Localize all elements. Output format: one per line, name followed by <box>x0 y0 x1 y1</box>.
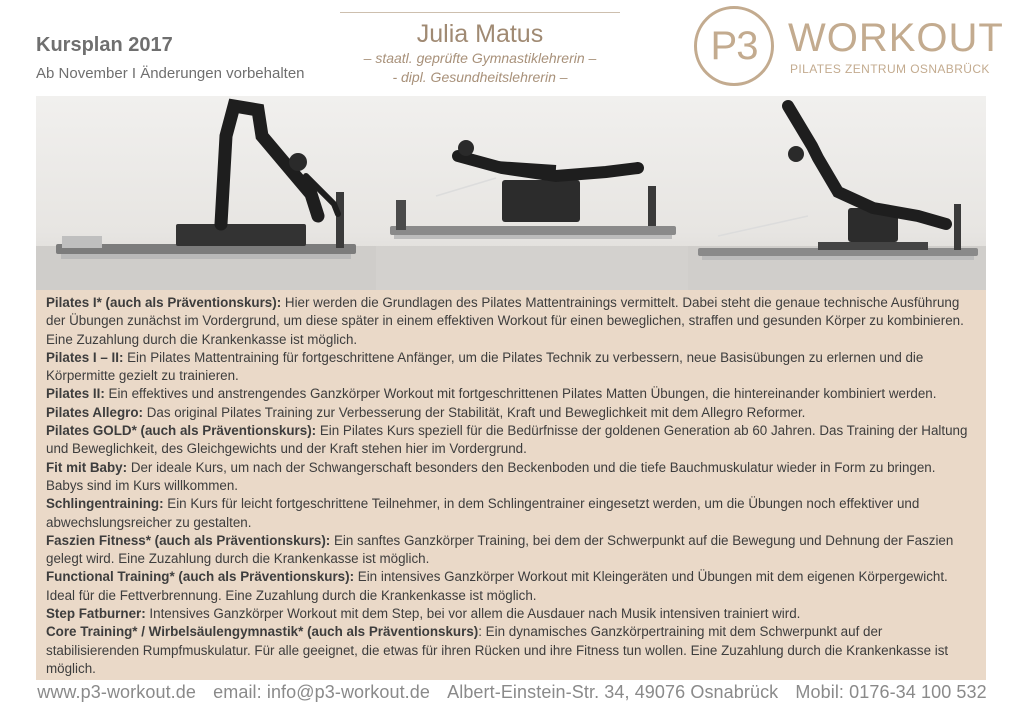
course-description: Ein effektives und anstrengendes Ganzkörper Workout mit fortgeschrittenen Pilates Matten Übungen, die hintereinander kombiniert werden. <box>104 386 937 402</box>
footer-address: Albert-Einstein-Str. 34, 49076 Osnabrück <box>447 682 779 702</box>
instructor-qualification-1: – staatl. geprüfte Gymnastiklehrerin – <box>363 50 597 66</box>
logo-wordmark: WORKOUT <box>788 16 1004 60</box>
course-entry <box>46 422 976 459</box>
footer-website[interactable]: www.p3-workout.de <box>37 682 197 702</box>
instructor-name: Julia Matus <box>416 20 544 48</box>
course-entry <box>46 294 976 349</box>
logo-tagline: PILATES ZENTRUM OSNABRÜCK <box>790 62 990 76</box>
course-name: Pilates I – II: <box>46 349 124 365</box>
course-name: Step Fatburner: <box>46 606 146 622</box>
course-description: Ein sanftes Ganzkörper Training, bei dem der Schwerpunkt auf die Bewegung und Dehnung der Faszien gelegt wird. Eine Zuzahlung durch die Krankenkasse ist möglich. <box>46 532 954 567</box>
course-description: : Ein dynamisches Ganzkörpertraining mit dem Schwerpunkt auf der stabilisierenden Rumpfmuskulatur. Für alle geeignet, die etwas für ihren Rücken und ihre Fitness tun wollen. Eine Zuzahlung durch die Krankenkasse ist möglich. <box>46 624 949 676</box>
course-name: Pilates II: <box>46 386 105 402</box>
course-list <box>36 290 986 680</box>
course-name: Pilates I* (auch als Präventionskurs): <box>46 295 282 310</box>
course-entry <box>46 385 976 403</box>
course-description: Ein intensives Ganzkörper Workout mit Kleingeräten und Übungen mit dem eigenen Körpergewicht. Ideal für die Fettverbrennung. Eine Zuzahlung durch die Krankenkasse ist möglich. <box>46 569 948 603</box>
course-description: Intensives Ganzkörper Workout mit dem Step, bei vor allem die Ausdauer nach Musik intensiven trainiert wird. <box>145 606 801 622</box>
course-name: Functional Training* (auch als Präventionskurs): <box>46 569 355 585</box>
instructor-block <box>330 12 630 87</box>
course-entry <box>46 568 976 605</box>
course-entry <box>46 605 976 623</box>
p3-workout-logo <box>694 6 1004 96</box>
course-entry <box>46 495 976 532</box>
course-description: Ein Pilates Mattentraining für fortgeschrittene Anfänger, um die Pilates Technik zu verbessern, neue Basisübungen zu erlernen und die Körpermitte gezielt zu trainieren. <box>46 349 924 384</box>
footer-email[interactable]: email: info@p3-workout.de <box>213 682 430 702</box>
instructor-top-rule <box>340 12 620 13</box>
pilates-reformer-box-teaser-photo <box>688 96 986 290</box>
page-subtitle: Ab November I Änderungen vorbehalten <box>36 65 305 82</box>
photo-strip <box>36 96 986 290</box>
course-name: Core Training* / Wirbelsäulengymnastik* (auch als Präventionskurs) <box>46 624 479 640</box>
course-description: Das original Pilates Training zur Verbesserung der Stabilität, Kraft und Beweglichkeit mit dem Allegro Reformer. <box>142 404 806 420</box>
course-name: Pilates GOLD* (auch als Präventionskurs): <box>46 423 317 439</box>
course-entry <box>46 623 976 678</box>
footer-mobile: Mobil: 0176-34 100 532 <box>795 682 987 702</box>
course-entry <box>46 404 976 422</box>
course-entry <box>46 349 976 386</box>
course-description: Ein Kurs für leicht fortgeschrittene Teilnehmer, in dem Schlingentrainer eingesetzt werden, um die Übungen noch effektiver und abwechslungsreicher zu gestalten. <box>46 496 920 530</box>
pilates-reformer-pike-photo <box>36 96 376 290</box>
logo-circle-icon <box>694 6 774 86</box>
contact-footer <box>0 682 1024 703</box>
instructor-qualification-2: - dipl. Gesundheitslehrerin – <box>392 69 568 85</box>
course-entry <box>46 532 976 569</box>
course-name: Faszien Fitness* (auch als Präventionskurs): <box>46 532 331 548</box>
logo-mark: P3 <box>710 23 758 68</box>
course-description: Ein Pilates Kurs speziell für die Bedürfnisse der goldenen Generation ab 60 Jahren. Das Training der Haltung und Beweglichkeit, des Gleichgewichts und der Kraft stehen hier im Vordergrund. <box>46 423 968 457</box>
course-entry <box>46 459 976 496</box>
course-name: Fit mit Baby: <box>46 459 128 475</box>
course-description: Der ideale Kurs, um nach der Schwangerschaft besonders den Beckenboden und die tiefe Bauchmuskulatur wieder in Form zu bringen. Babys sind im Kurs willkommen. <box>46 459 936 493</box>
course-name: Schlingentraining: <box>46 496 164 512</box>
course-description: Hier werden die Grundlagen des Pilates Mattentrainings vermittelt. Dabei steht die genaue technische Ausführung der Übungen zunächst im Vordergrund, um diese später in einem effektiven Workout für einen beweglichen, straffen und gesunden Körper zu kombinieren. Eine Zuzahlung durch die Krankenkasse ist möglich. <box>46 295 964 347</box>
course-name: Pilates Allegro: <box>46 404 143 420</box>
page-title: Kursplan 2017 <box>36 34 173 56</box>
pilates-reformer-box-swan-photo <box>376 96 688 290</box>
